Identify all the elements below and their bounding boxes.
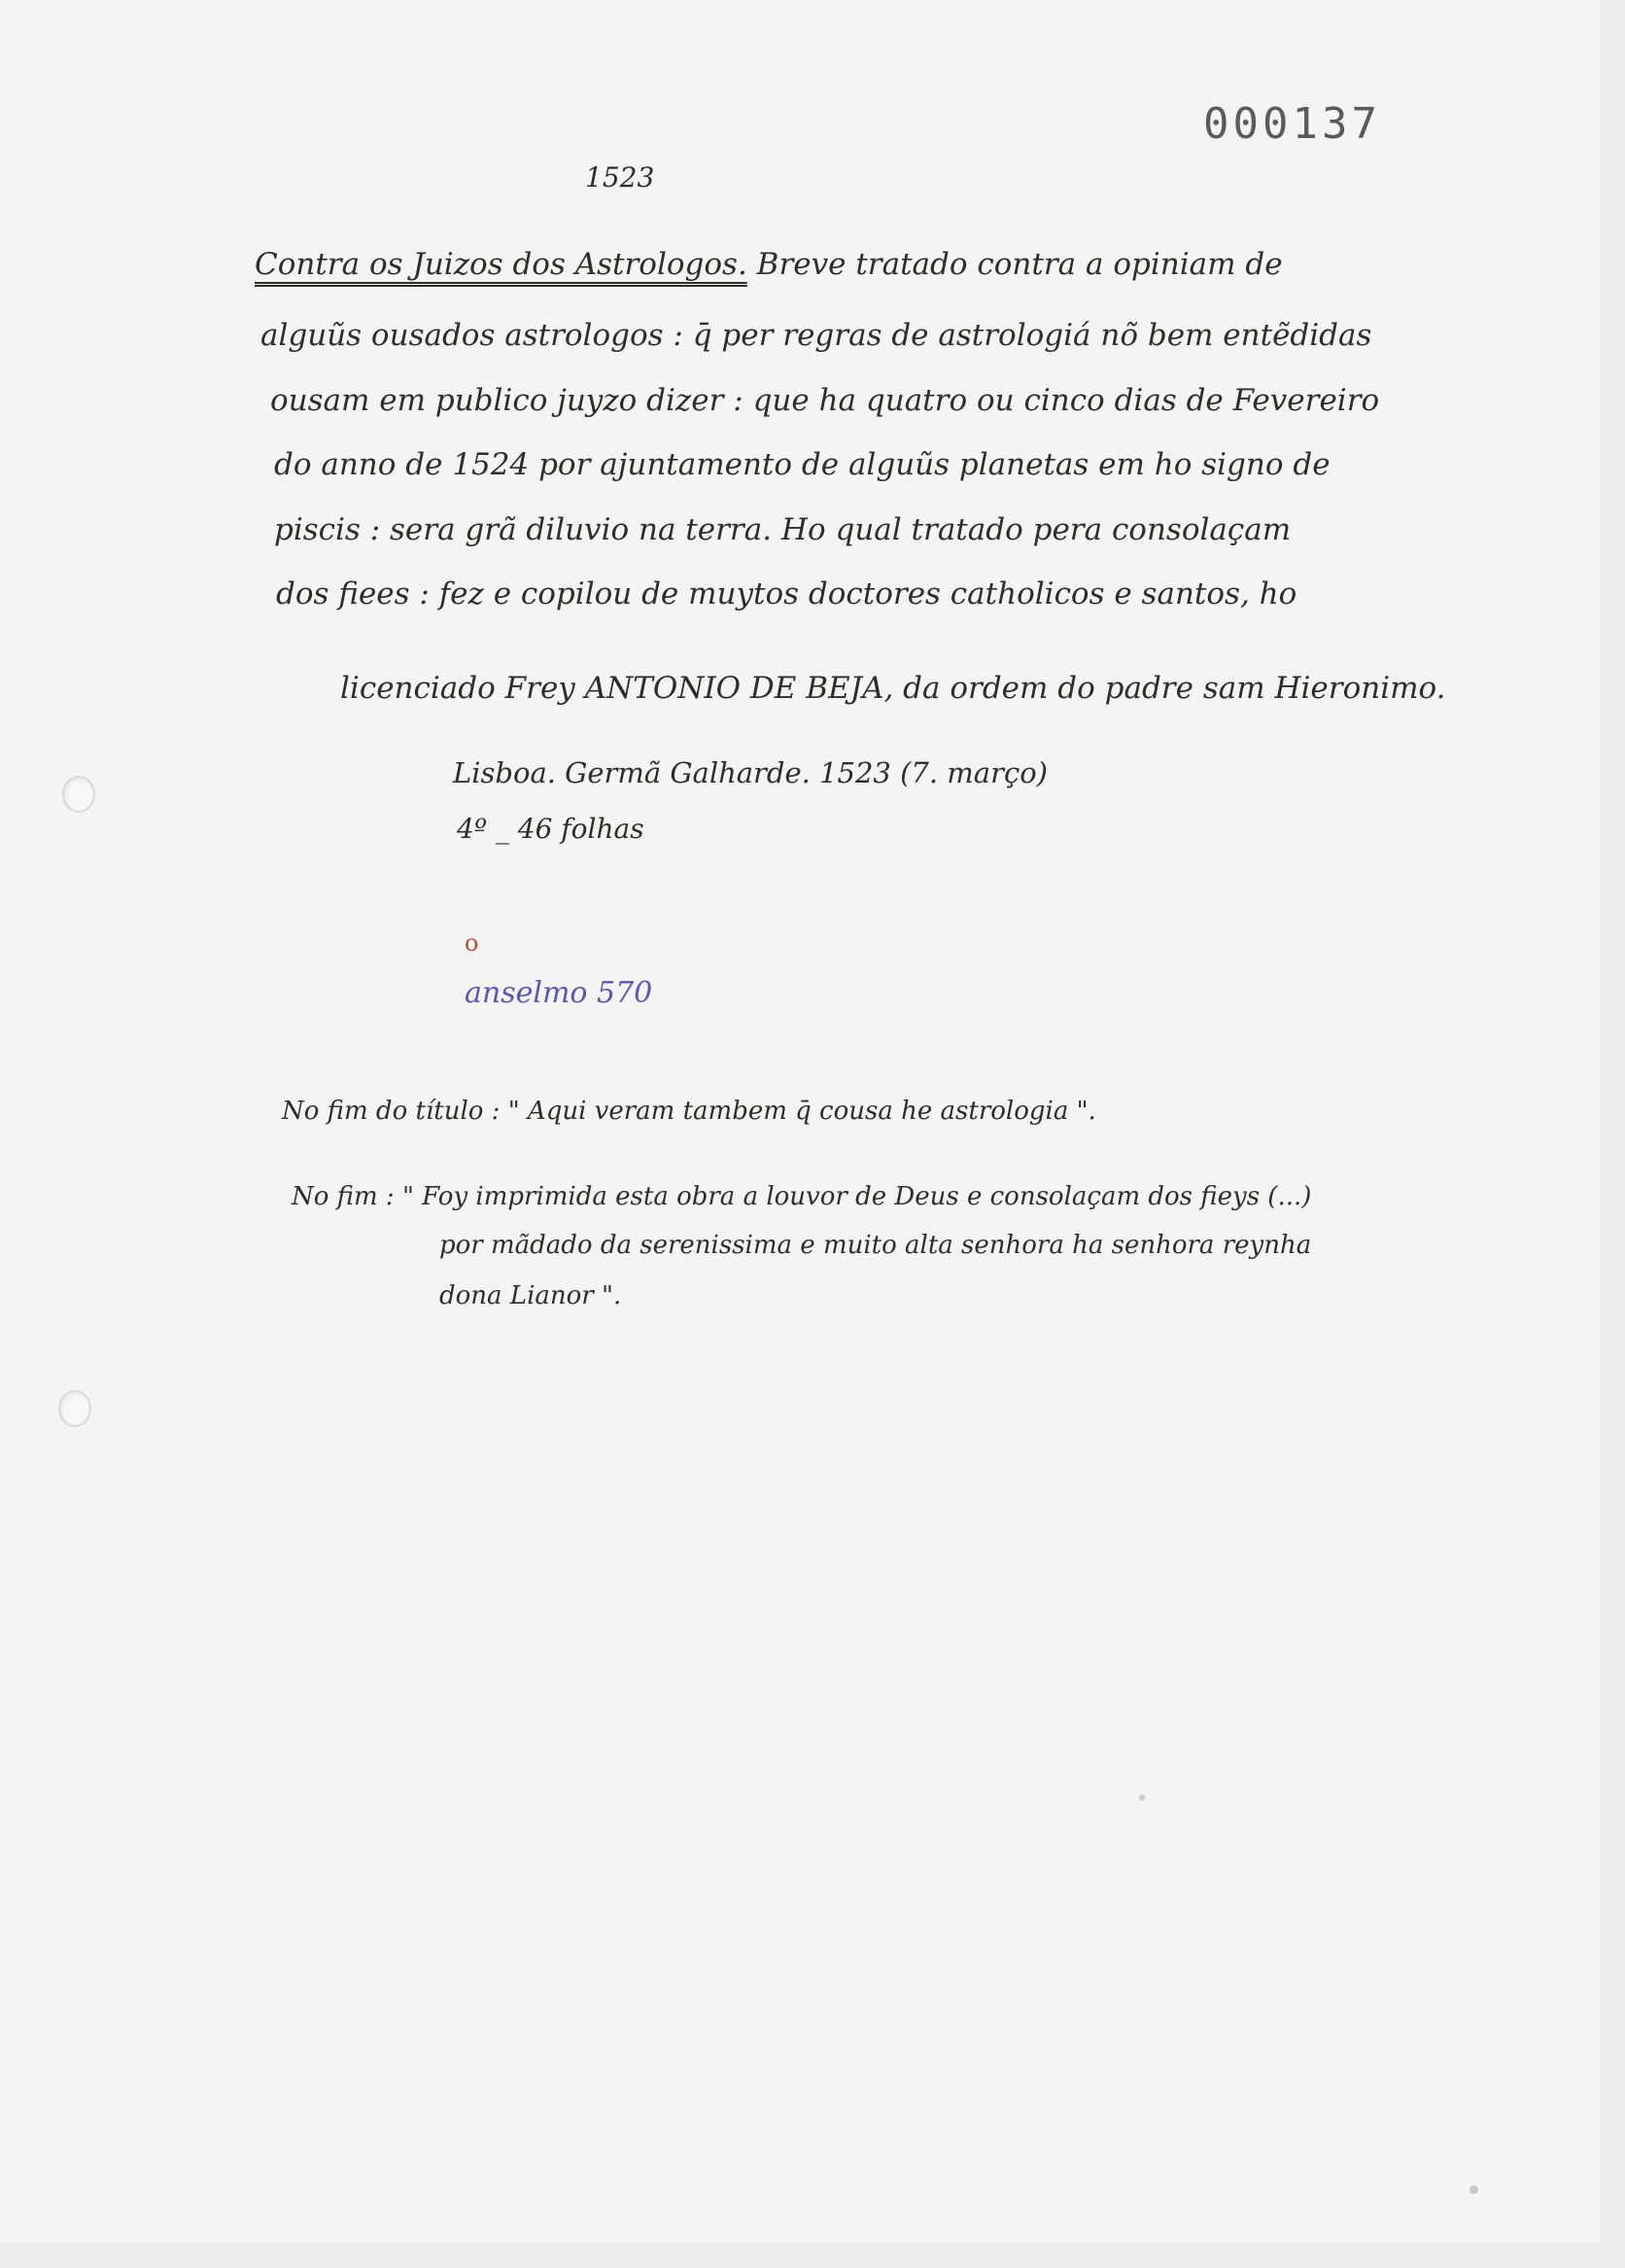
title-line-3: ousam em publico juyzo dizer : que ha quatro ou cinco dias de Fevereiro: [270, 383, 1380, 418]
author-line: licenciado Frey ANTONIO DE BEJA, da ordem do padre sam Hieronimo.: [340, 671, 1446, 706]
paper-spot: [1469, 2185, 1478, 2194]
note-colophon-line-1: No fim : " Foy imprimida esta obra a louvor de Deus e consolaçam dos fieys (...): [292, 1182, 1312, 1211]
title-line-4: do anno de 1524 por ajuntamento de alguũs planetas em ho signo de: [274, 447, 1331, 482]
title-line-2: alguũs ousados astrologos : q̄ per regras de astrologiá nõ bem entẽdidas: [260, 318, 1372, 353]
title-line-1: [255, 247, 1283, 282]
title-line-6: dos fiees : fez e copilou de muytos doctores catholicos e santos, ho: [276, 576, 1297, 611]
note-colophon-line-2: por mãdado da serenissima e muito alta senhora ha senhora reynha: [439, 1231, 1312, 1260]
imprint-line: Lisboa. Germã Galharde. 1523 (7. março): [453, 756, 1048, 789]
punch-hole-upper: [62, 776, 95, 813]
red-circle-mark: o: [465, 929, 479, 957]
paper-spot-small: [1139, 1795, 1145, 1800]
anselmo-reference: anselmo 570: [465, 976, 653, 1010]
title-line-5: piscis : sera grã diluvio na terra. Ho qual tratado pera consolaçam: [274, 512, 1292, 547]
underlined-title: Contra os Juizos dos Astrologos.: [255, 247, 747, 282]
catalog-stamp-number: 000137: [1203, 99, 1381, 149]
year-heading: 1523: [585, 161, 655, 193]
note-end-of-title: No fim do título : " Aqui veram tambem q̄ cousa he astrologia ".: [282, 1097, 1096, 1126]
format-line: 4º _ 46 folhas: [457, 813, 644, 845]
title-line-1-text: Breve tratado contra a opiniam de: [756, 247, 1283, 282]
page-edge-right: [1604, 0, 1625, 2268]
note-colophon-line-3: dona Lianor ".: [439, 1281, 622, 1310]
page-edge-bottom: [0, 2246, 1625, 2268]
punch-hole-lower: [58, 1390, 91, 1427]
